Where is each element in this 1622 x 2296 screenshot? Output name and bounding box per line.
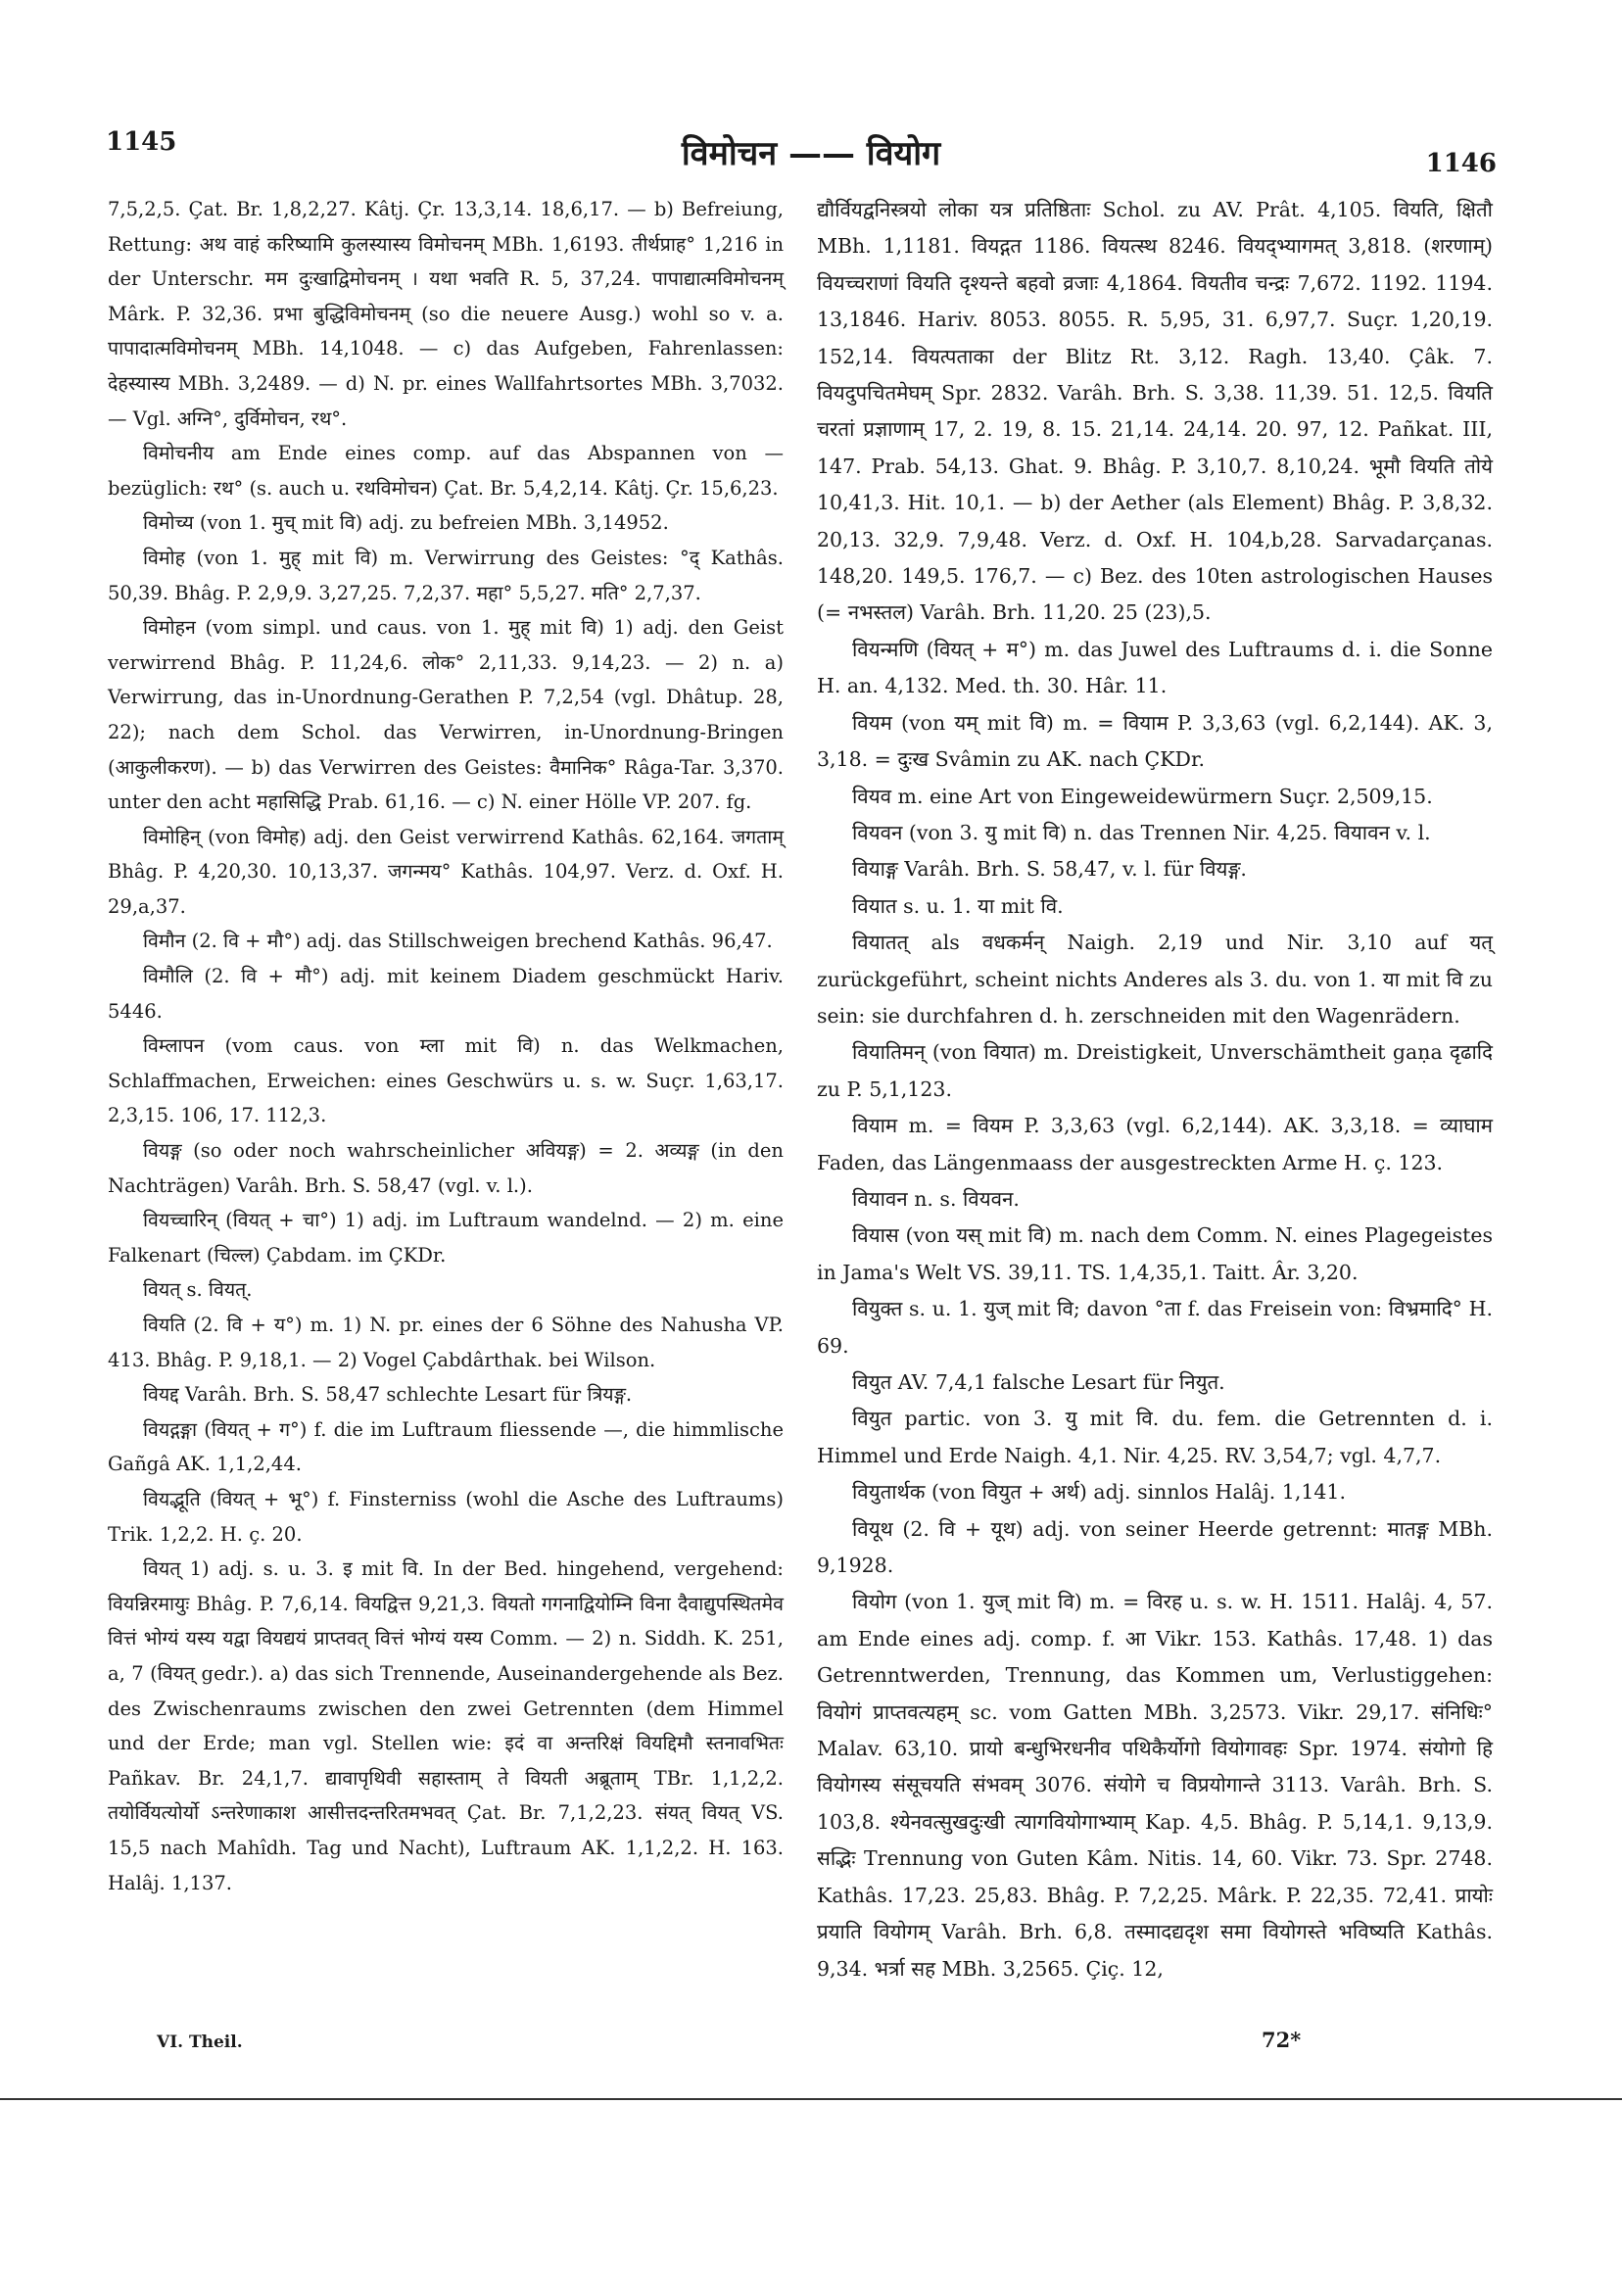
entry: वियास (von यस् mit वि) m. nach dem Comm. N. eines Plagegeistes in Jama's Welt VS. 39,11. TS. 1,4,35,1. Taitt. Âr. 3,20.	[817, 1223, 1493, 1284]
bottom-rule	[0, 2098, 1622, 2100]
entry: वियुतार्थक (von वियुत + अर्थ) adj. sinnlos Halâj. 1,141.	[852, 1480, 1346, 1505]
entry: 7,5,2,5. Çat. Br. 1,8,2,27. Kâtj. Çr. 13,3,14. 18,6,17. — b) Befreiung, Rettung: अथ वाहं करिष्यामि कुलस्यास्य विमोचनम् MBh. 1,6193. तीर्थप्राह° 1,216 in der Unterschr. मम दुःखाद्विमोचनम् । यथा भवति R. 5, 37,24. पापाद्यात्मविमोचनम् Mârk. P. 32,36. प्रभा बुद्धिविमोचनम् (so die neuere Ausg.) wohl so v. a. पापादात्मविमोचनम् MBh. 14,1048. — c) das Aufgeben, Fahrenlassen: देहस्यास्य MBh. 3,2489. — d) N. pr. eines Wallfahrtsortes MBh. 3,7032. — Vgl. अग्नि°, दुर्विमोचन, रथ°.	[108, 198, 784, 430]
volume-label: VI. Theil.	[157, 2033, 243, 2052]
entry: विमोचनीय am Ende eines comp. auf das Abspannen von — bezüglich: रथ° (s. auch u. रथविमोचन) Çat. Br. 5,4,2,14. Kâtj. Çr. 15,6,23.	[108, 442, 784, 500]
entry: विमोच्य (von 1. मुच् mit वि) adj. zu befreien MBh. 3,14952.	[143, 511, 669, 535]
entry: वियुत partic. von 3. यु mit वि. du. fem. die Getrennten d. i. Himmel und Erde Naigh. 4,1. Nir. 4,25. RV. 3,54,7; vgl. 4,7,7.	[817, 1407, 1493, 1467]
entry: वियच्चारिन् (वियत् + चा°) 1) adj. im Luftraum wandelnd. — 2) m. eine Falkenart (चिल्ल) Çabdam. im ÇKDr.	[108, 1209, 784, 1267]
entry: वियम (von यम् mit वि) m. = वियाम P. 3,3,63 (vgl. 6,2,144). AK. 3, 3,18. = दुःख Svâmin zu AK. nach ÇKDr.	[817, 710, 1493, 772]
entry: वियद्गङ्गा (वियत् + ग°) f. die im Luftraum fliessende —, die himmlische Gañgâ AK. 1,1,2,44.	[108, 1417, 784, 1476]
left-page-number: 1145	[106, 127, 177, 157]
entry: वियातत् als वधकर्मन् Naigh. 2,19 und Nir. 3,10 auf यत् zurückgeführt, scheint nichts Anderes als 3. du. von 1. या mit वि zu sein: sie durchfahren d. h. zerschneiden mit den Wagenrädern.	[817, 931, 1493, 1028]
signature-mark: 72*	[1262, 2028, 1302, 2052]
entry: विमोहन (vom simpl. und caus. von 1. मुह् mit वि) 1) adj. den Geist verwirrend Bhâg. P. 11,24,6. लोक° 2,11,33. 9,14,23. — 2) n. a) Verwirrung, das in-Unordnung-Gerathen P. 7,2,54 (vgl. Dhâtup. 28, 22); nach dem Schol. das Verwirren, in-Unordnung-Bringen (आकुलीकरण). — b) das Verwirren des Geistes: वैमानिक° Râga-Tar. 3,370. unter den acht महासिद्धि Prab. 61,16. — c) N. einer Hölle VP. 207. fg.	[108, 616, 784, 814]
entry: विमौलि (2. वि + मौ°) adj. mit keinem Diadem geschmückt Hariv. 5446.	[108, 965, 784, 1023]
entry: वियाम m. = वियम P. 3,3,63 (vgl. 6,2,144). AK. 3,3,18. = व्याघाम Faden, das Längenmaass der ausgestreckten Arme H. ç. 123.	[817, 1114, 1493, 1174]
entry: वियत् s. वियत्.	[143, 1278, 253, 1302]
entry: वियव m. eine Art von Eingeweidewürmern Suçr. 2,509,15.	[852, 784, 1433, 808]
right-page-number: 1146	[1425, 149, 1497, 178]
entry: वियुत AV. 7,4,1 falsche Lesart für नियुत.	[852, 1370, 1225, 1394]
entry: वियन्मणि (वियत् + म°) m. das Juwel des Luftraums d. i. die Sonne H. an. 4,132. Med. th. 30. Hâr. 11.	[817, 637, 1493, 698]
entry: वियाङ्ग Varâh. Brh. S. 58,47, v. l. für वियङ्ग.	[852, 857, 1247, 882]
entry: वियङ्ग (so oder noch wahrscheinlicher अवियङ्ग) = 2. अव्यङ्ग (in den Nachträgen) Varâh. Brh. S. 58,47 (vgl. v. l.).	[108, 1139, 784, 1197]
entry: वियुक्त s. u. 1. युज् mit वि; davon °ता f. das Freisein von: विभ्रमादि° H. 69.	[817, 1297, 1493, 1358]
entry: वियद्द Varâh. Brh. S. 58,47 schlechte Lesart für त्रियङ्ग.	[143, 1383, 633, 1407]
page-title: विमोचन —— वियोग	[681, 134, 941, 173]
entry: वियत् 1) adj. s. u. 3. इ mit वि. In der Bed. hingehend, vergehend: वियन्निरमायुः Bhâg. P. 7,6,14. वियद्वित्त 9,21,3. वियतो गगनाद्वियोम्नि विना दैवाद्युपस्थितमेव वित्तं भोग्यं यस्य यद्वा वियद्ययं प्राप्तवत् वित्तं भोग्यं यस्य Comm. — 2) n. Siddh. K. 251, a, 7 (वियत् gedr.). a) das sich Trennende, Auseinandergehende als Bez. des Zwischenraums zwischen den zwei Getrennten (dem Himmel und der Erde; man vgl. Stellen wie: इदं वा अन्तरिक्षं वियद्दिमौ स्तनावभितः Pañkav. Br. 24,1,7. द्यावापृथिवी सहास्ताम् ते वियती अब्रूताम् TBr. 1,1,2,2. तयोर्वियत्योर्यो ऽन्तरेणाकाश आसीत्तदन्तरितमभवत् Çat. Br. 7,1,2,23. संयत् वियत् VS. 15,5 nach Mahîdh. Tag und Nacht), Luftraum AK. 1,1,2,2. H. 163. Halâj. 1,137.	[108, 1557, 784, 1894]
entry: वियातिमन् (von वियात) m. Dreistigkeit, Unverschämtheit gaṇa दृढादि zu P. 5,1,123.	[817, 1040, 1493, 1101]
entry: वियद्भूति (वियत् + भू°) f. Finsterniss (wohl die Asche des Luftraums) Trik. 1,2,2. H. ç. 20.	[108, 1487, 784, 1546]
entry: वियूथ (2. वि + यूथ) adj. von seiner Heerde getrennt: मातङ्ग MBh. 9,1928.	[817, 1516, 1493, 1578]
entry: द्यौर्वियद्वनिस्त्रयो लोका यत्र प्रतिष्ठिताः Schol. zu AV. Prât. 4,105. वियति, क्षितौ MBh. 1,1181. वियद्गत 1186. वियत्स्थ 8246. वियद्भ्यागमत् 3,818. (शरणाम्) वियच्चराणां वियति दृश्यन्ते बहवो व्रजाः 4,1864. वियतीव चन्द्रः 7,672. 1192. 1194. 13,1846. Hariv. 8053. 8055. R. 5,95, 31. 6,97,7. Suçr. 1,20,19. 152,14. वियत्पताका der Blitz Rt. 3,12. Ragh. 13,40. Çâk. 7. वियदुपचितमेघम् Spr. 2832. Varâh. Brh. S. 3,38. 11,39. 51. 12,5. वियति चरतां प्रज्ञाणाम् 17, 2. 19, 8. 15. 21,14. 24,14. 20. 97, 12. Pañkat. III, 147. Prab. 54,13. Ghat. 9. Bhâg. P. 3,10,7. 8,10,24. भूमौ वियति तोये 10,41,3. Hit. 10,1. — b) der Aether (als Element) Bhâg. P. 3,8,32. 20,13. 32,9. 7,9,48. Verz. d. Oxf. H. 104,b,28. Sarvadarçanas. 148,20. 149,5. 176,7. — c) Bez. des 10ten astrologischen Hauses (= नभस्तल) Varâh. Brh. 11,20. 25 (23),5.	[817, 198, 1493, 625]
entry: वियावन n. s. वियवन.	[852, 1186, 1020, 1211]
entry: वियात s. u. 1. या mit वि.	[852, 893, 1064, 918]
right-column	[817, 192, 1493, 1987]
entry: विमोह (von 1. मुह् mit वि) m. Verwirrung des Geistes: °द् Kathâs. 50,39. Bhâg. P. 2,9,9. 3,27,25. 7,2,37. महा° 5,5,27. मति° 2,7,37.	[108, 546, 784, 604]
entry: वियति (2. वि + य°) m. 1) N. pr. eines der 6 Söhne des Nahusha VP. 413. Bhâg. P. 9,18,1. — 2) Vogel Çabdârthak. bei Wilson.	[108, 1314, 784, 1371]
entry: वियवन (von 3. यु mit वि) n. das Trennen Nir. 4,25. वियावन v. l.	[852, 820, 1431, 844]
entry: विमौन (2. वि + मौ°) adj. das Stillschweigen brechend Kathâs. 96,47.	[143, 930, 773, 953]
entry: विमोहिन् (von विमोह) adj. den Geist verwirrend Kathâs. 62,164. जगताम् Bhâg. P. 4,20,30. 10,13,37. जगन्मय° Kathâs. 104,97. Verz. d. Oxf. H. 29,a,37.	[108, 825, 784, 918]
left-column	[108, 192, 784, 1900]
entry: वियोग (von 1. युज् mit वि) m. = विरह u. s. w. H. 1511. Halâj. 4, 57. am Ende eines adj. comp. f. आ Vikr. 153. Kathâs. 17,48. 1) das Getrenntwerden, Trennung, das Kommen um, Verlustiggehen: वियोगं प्राप्तवत्यहम् sc. vom Gatten MBh. 3,2573. Vikr. 29,17. संनिधिः° Malav. 63,10. प्रायो बन्धुभिरधनीव पथिकैर्योगो वियोगावहः Spr. 1974. संयोगो हि वियोगस्य संसूचयति संभवम् 3076. संयोगे च विप्रयोगान्ते 3113. Varâh. Brh. S. 103,8. श्येनवत्सुखदुःखी त्यागवियोगाभ्याम् Kap. 4,5. Bhâg. P. 5,14,1. 9,13,9. सद्भिः Trennung von Guten Kâm. Nitis. 14, 60. Vikr. 73. Spr. 2748. Kathâs. 17,23. 25,83. Bhâg. P. 7,2,25. Mârk. P. 22,35. 72,41. प्रायोः प्रयाति वियोगम् Varâh. Brh. 6,8. तस्मादद्यदृश समा वियोगस्ते भविष्यति Kathâs. 9,34. भर्त्रा सह MBh. 3,2565. Çiç. 12,	[817, 1590, 1493, 1981]
entry: विम्लापन (vom caus. von म्ला mit वि) n. das Welkmachen, Schlaffmachen, Erweichen: eines Geschwürs u. s. w. Suçr. 1,63,17. 2,3,15. 106, 17. 112,3.	[108, 1034, 784, 1127]
